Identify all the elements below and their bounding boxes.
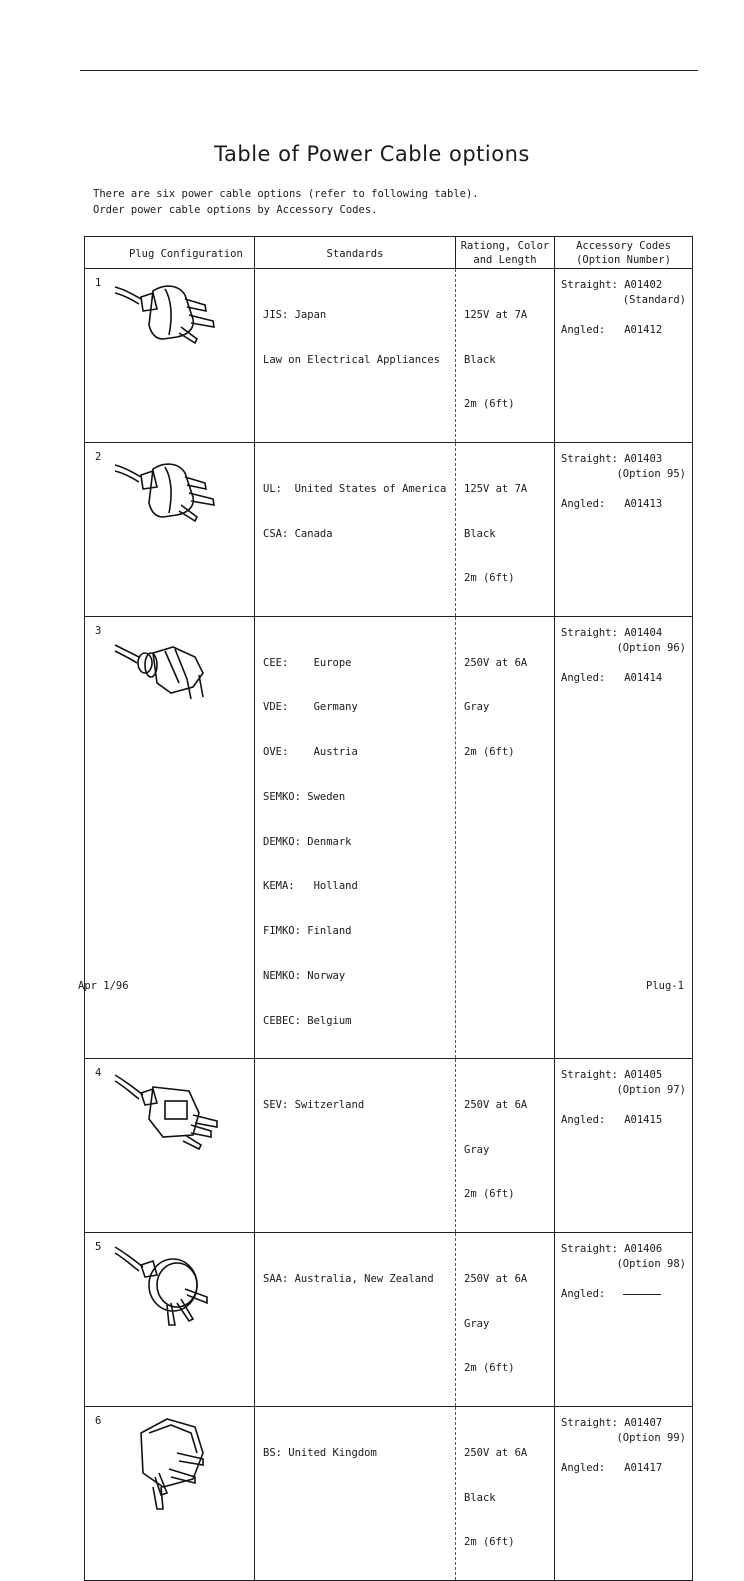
rating-cell xyxy=(456,1407,555,1581)
plug-cell xyxy=(85,442,255,616)
rating-line: 2m (6ft) xyxy=(464,746,515,759)
rating-line: 2m (6ft) xyxy=(464,1536,515,1549)
plug-cell xyxy=(85,616,255,1058)
straight-code: Straight: A01402 xyxy=(561,279,663,291)
straight-code: Straight: A01403 xyxy=(561,452,663,465)
header-accessory-codes xyxy=(555,237,693,269)
rating-cell xyxy=(456,616,555,1058)
header-codes-line: (Option Number) xyxy=(576,254,671,266)
footer-page-number: Plug-1 xyxy=(646,980,684,992)
table-row xyxy=(85,616,693,1058)
row-number: 5 xyxy=(95,1241,102,1254)
rating-line: 2m (6ft) xyxy=(464,1188,515,1201)
rating-line: 2m (6ft) xyxy=(464,1362,515,1375)
option-number: (Standard) xyxy=(622,293,686,306)
header-standards: Standards xyxy=(255,237,456,269)
australian-plug-icon xyxy=(113,1239,243,1335)
rating-line: 250V at 6A xyxy=(464,656,528,669)
standards-cell xyxy=(255,269,456,443)
rating-line: Gray xyxy=(464,1317,490,1330)
header-rating-line: Rationg, Color xyxy=(460,240,550,252)
us-plug-icon xyxy=(113,275,243,371)
power-cable-table xyxy=(84,236,693,1581)
option-number: (Option 97) xyxy=(616,1084,686,1097)
standard-line: SEMKO: Sweden xyxy=(263,790,346,803)
standard-line: JIS: Japan xyxy=(263,308,327,321)
plug-cell xyxy=(85,1059,255,1233)
plug-cell xyxy=(85,269,255,443)
top-rule xyxy=(80,70,698,71)
angled-code: Angled: A01415 xyxy=(561,1114,663,1127)
standard-line: KEMA: Holland xyxy=(263,880,358,893)
plug-cell xyxy=(85,1233,255,1407)
standards-cell xyxy=(255,1059,456,1233)
standard-line: FIMKO: Finland xyxy=(263,925,352,938)
rating-line: Black xyxy=(464,527,496,540)
accessory-codes-cell xyxy=(555,1059,693,1233)
angled-code: Angled: A01417 xyxy=(561,1461,663,1474)
rating-cell xyxy=(456,1059,555,1233)
uk-plug-icon xyxy=(113,1413,243,1517)
intro-line: Order power cable options by Accessory Codes. xyxy=(93,204,378,216)
standard-line: CEBEC: Belgium xyxy=(263,1014,352,1027)
angled-code: Angled: A01412 xyxy=(561,323,663,336)
rating-line: 2m (6ft) xyxy=(464,572,515,585)
accessory-codes-cell xyxy=(555,616,693,1058)
straight-code: Straight: A01406 xyxy=(561,1243,663,1256)
row-number: 4 xyxy=(95,1067,102,1080)
plug-cell xyxy=(85,1407,255,1581)
table-row xyxy=(85,1059,693,1233)
intro-line: There are six power cable options (refer to following table). xyxy=(93,188,479,200)
option-number: (Option 95) xyxy=(616,467,686,480)
rating-cell xyxy=(456,269,555,443)
table-header-row xyxy=(85,237,693,269)
rating-line: 250V at 6A xyxy=(464,1446,528,1459)
option-number: (Option 99) xyxy=(616,1432,686,1445)
angled-label: Angled: xyxy=(561,1288,606,1300)
standards-cell xyxy=(255,1233,456,1407)
rating-line: 125V at 7A xyxy=(464,482,528,495)
rating-line: 2m (6ft) xyxy=(464,398,515,411)
standard-line: CSA: Canada xyxy=(263,527,333,540)
standards-cell xyxy=(255,616,456,1058)
accessory-codes-cell xyxy=(555,442,693,616)
straight-code: Straight: A01405 xyxy=(561,1069,663,1082)
accessory-codes-cell xyxy=(555,1233,693,1407)
not-available-dash xyxy=(623,1294,661,1295)
schuko-plug-icon xyxy=(113,623,243,719)
standard-line: Law on Electrical Appliances xyxy=(263,353,441,366)
standard-line: SAA: Australia, New Zealand xyxy=(263,1273,434,1285)
header-plug-configuration: Plug Configuration xyxy=(85,237,255,269)
rating-line: Black xyxy=(464,353,496,366)
straight-code: Straight: A01404 xyxy=(561,626,663,639)
rating-line: Gray xyxy=(464,1143,490,1156)
accessory-codes-cell xyxy=(555,269,693,443)
angled-code xyxy=(561,1287,688,1302)
row-number: 2 xyxy=(95,450,102,463)
intro-text xyxy=(93,186,479,218)
rating-line: 250V at 6A xyxy=(464,1273,528,1285)
standards-cell xyxy=(255,442,456,616)
option-number: (Option 98) xyxy=(616,1258,686,1271)
option-number: (Option 96) xyxy=(616,641,686,654)
standard-line: DEMKO: Denmark xyxy=(263,835,352,848)
table-row xyxy=(85,1233,693,1407)
standard-line: NEMKO: Norway xyxy=(263,969,346,982)
standard-line: OVE: Austria xyxy=(263,746,358,759)
standard-line: UL: United States of America xyxy=(263,482,447,495)
table-row xyxy=(85,1407,693,1581)
row-number: 3 xyxy=(95,624,102,637)
straight-code: Straight: A01407 xyxy=(561,1417,663,1430)
rating-line: 125V at 7A xyxy=(464,308,528,321)
row-number: 6 xyxy=(95,1415,102,1428)
standards-cell xyxy=(255,1407,456,1581)
standard-line: SEV: Switzerland xyxy=(263,1099,365,1112)
rating-cell xyxy=(456,1233,555,1407)
rating-line: Gray xyxy=(464,701,490,714)
rating-line: 250V at 6A xyxy=(464,1099,528,1112)
table-row xyxy=(85,269,693,443)
header-rating-line: and Length xyxy=(473,254,537,266)
accessory-codes-cell xyxy=(555,1407,693,1581)
standard-line: BS: United Kingdom xyxy=(263,1446,377,1459)
footer-date: Apr 1/96 xyxy=(78,980,129,992)
us-plug-icon xyxy=(113,449,243,545)
angled-code: Angled: A01413 xyxy=(561,497,663,510)
standard-line: VDE: Germany xyxy=(263,701,358,714)
rating-line: Black xyxy=(464,1491,496,1504)
header-rating xyxy=(456,237,555,269)
swiss-plug-icon xyxy=(113,1065,243,1161)
rating-cell xyxy=(456,442,555,616)
row-number: 1 xyxy=(95,277,102,289)
angled-code: Angled: A01414 xyxy=(561,671,663,684)
header-codes-line: Accessory Codes xyxy=(576,240,671,252)
standard-line: CEE: Europe xyxy=(263,656,352,669)
page-title: Table of Power Cable options xyxy=(214,142,530,166)
table-row xyxy=(85,442,693,616)
